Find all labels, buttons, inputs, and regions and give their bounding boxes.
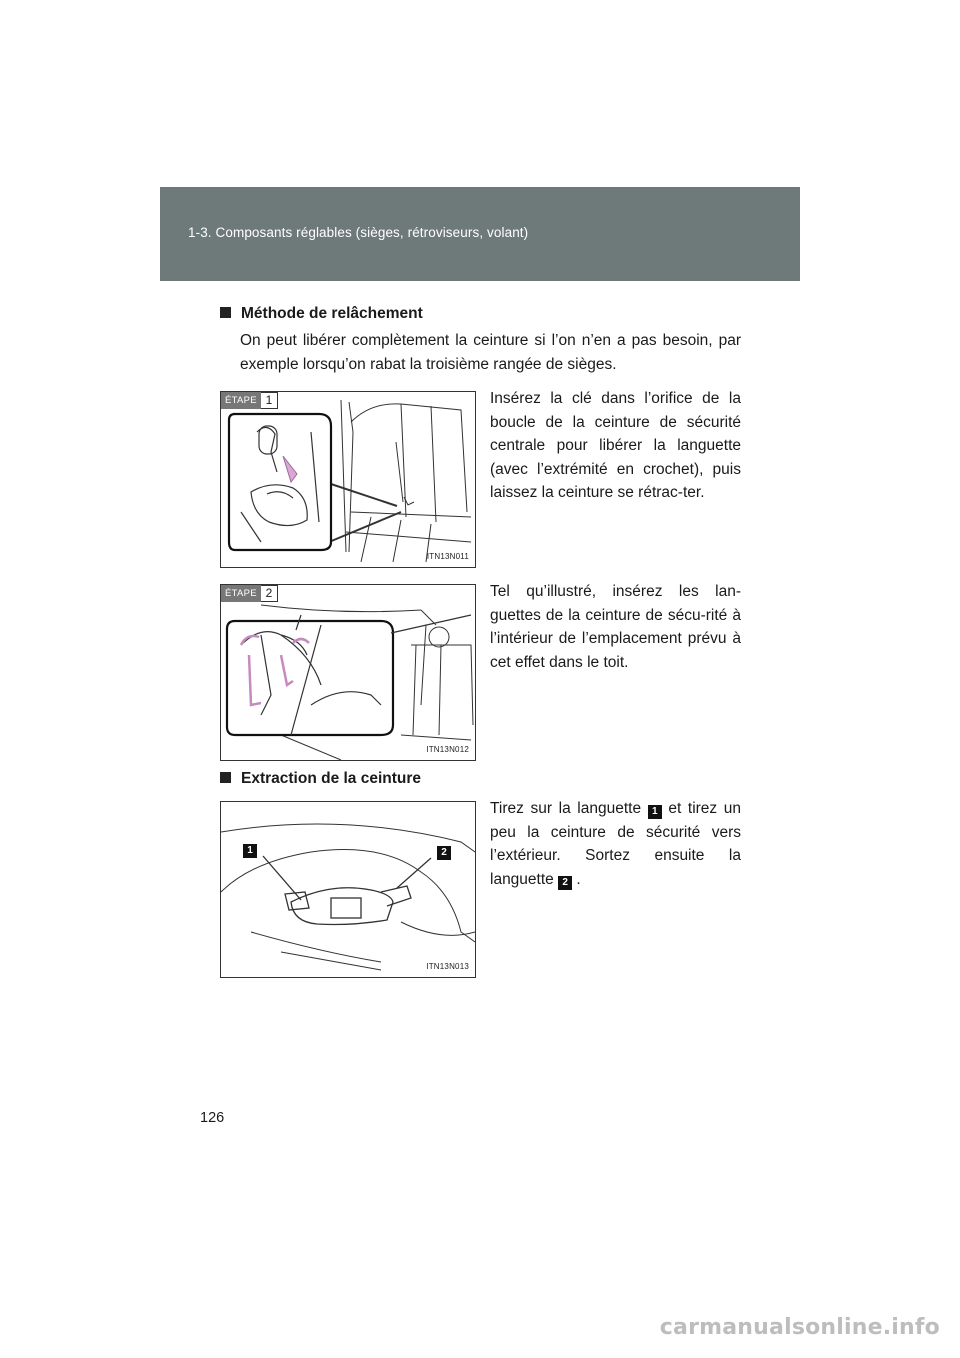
step1-text: Insérez la clé dans l’orifice de la boucle de la ceinture de sécurité centrale pour libérer la languette (avec l’extrémité en crochet), puis laissez la ceinture se rétrac-ter. bbox=[490, 390, 741, 501]
belt-tongue-illustration bbox=[221, 802, 475, 977]
square-bullet-icon bbox=[220, 307, 231, 318]
page-header bbox=[160, 187, 800, 281]
extraction-figure bbox=[220, 801, 476, 978]
extraction-figure-code: ITN13N013 bbox=[426, 962, 469, 971]
square-bullet-icon bbox=[220, 772, 231, 783]
figure-marker-1: 1 bbox=[243, 844, 257, 858]
inline-marker-1: 1 bbox=[648, 805, 662, 819]
step2-text: Tel qu’illustré, insérez les lan-guettes de la ceinture de sécu-rité à l’intérieur de l’emplacement prévu à cet effet dans le toit. bbox=[490, 583, 741, 671]
step2-figure bbox=[220, 584, 476, 761]
release-intro: On peut libérer complètement la ceinture si l’on n’en a pas besoin, par exemple lorsqu’on rabat la troisième rangée de sièges. bbox=[240, 332, 741, 373]
figure-marker-2: 2 bbox=[437, 846, 451, 860]
step1-figure-code: ITN13N011 bbox=[426, 552, 469, 561]
page-number: 126 bbox=[200, 1110, 225, 1126]
inline-marker-2: 2 bbox=[558, 876, 572, 890]
section-title: 1-3. Composants réglables (sièges, rétroviseurs, volant) bbox=[188, 225, 529, 240]
extraction-heading: Extraction de la ceinture bbox=[220, 770, 421, 788]
step1-badge: ÉTAPE 1 bbox=[221, 392, 278, 409]
step2-figure-code: ITN13N012 bbox=[426, 745, 469, 754]
watermark: carmanualsonline.info bbox=[659, 1315, 940, 1340]
release-heading: Méthode de relâchement bbox=[220, 305, 423, 323]
extraction-text: Tirez sur la languette 1 et tirez un peu la ceinture de sécurité vers l’extérieur. Sortez ensuite la languette 2 . bbox=[490, 800, 742, 888]
seat-key-illustration bbox=[221, 392, 475, 567]
roof-slot-illustration bbox=[221, 585, 475, 760]
step1-figure bbox=[220, 391, 476, 568]
step2-badge: ÉTAPE 2 bbox=[221, 585, 278, 602]
